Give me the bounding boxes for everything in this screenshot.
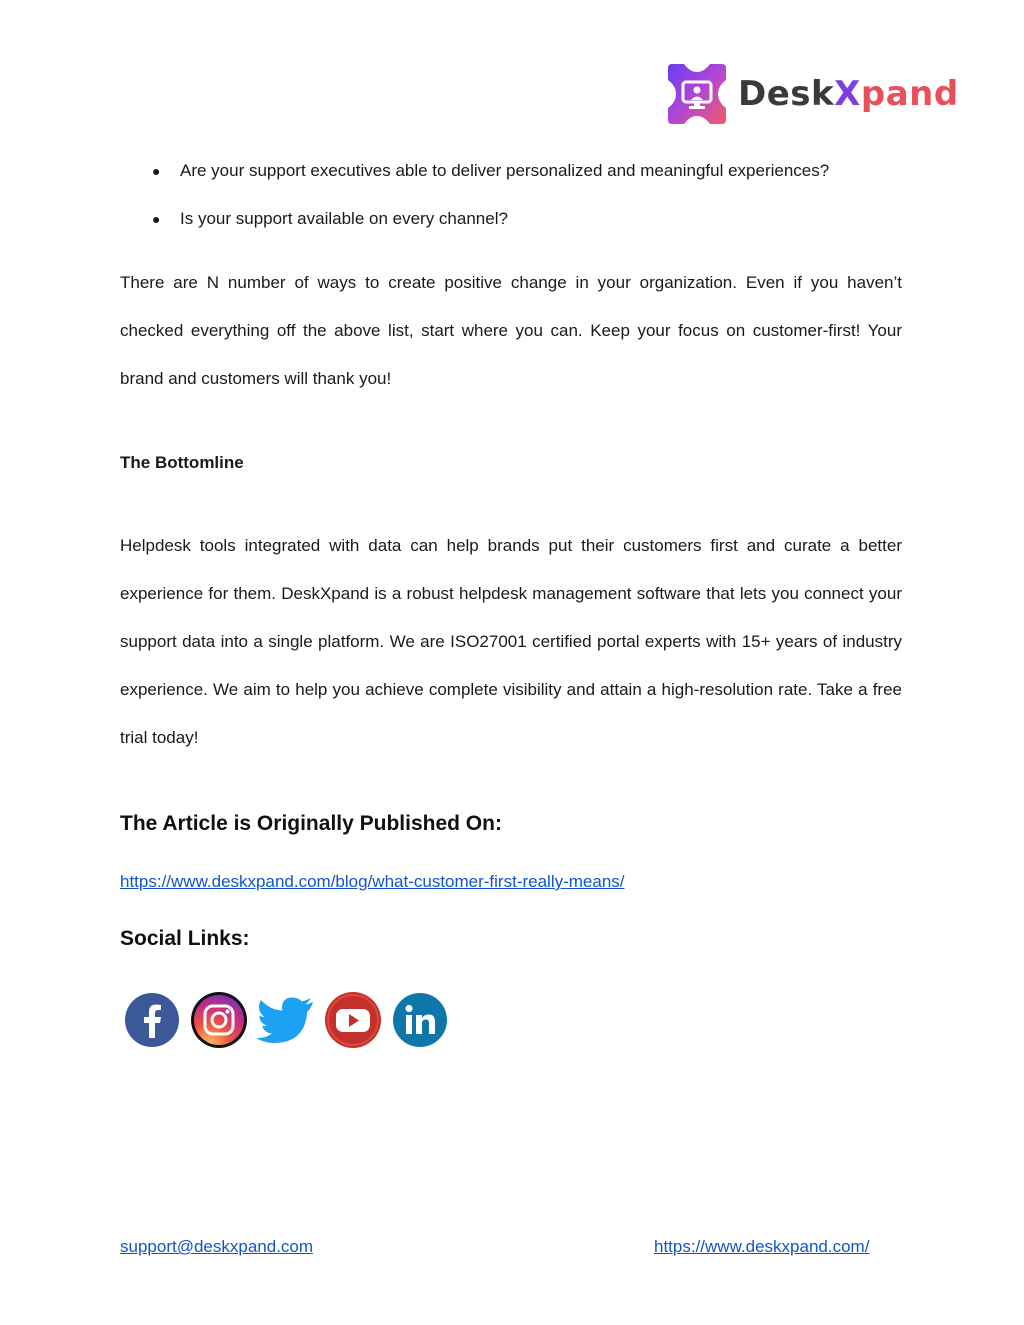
twitter-icon[interactable] <box>256 990 316 1050</box>
youtube-icon[interactable] <box>323 990 383 1050</box>
footer-website-link[interactable]: https://www.deskxpand.com/ <box>654 1237 870 1256</box>
article-link[interactable]: https://www.deskxpand.com/blog/what-customer-first-really-means/ <box>120 872 625 891</box>
instagram-icon[interactable] <box>189 990 249 1050</box>
bullet-list <box>120 150 910 246</box>
social-links <box>122 990 457 1050</box>
facebook-icon[interactable] <box>122 990 182 1050</box>
linkedin-icon[interactable] <box>390 990 450 1050</box>
paragraph: Helpdesk tools integrated with data can help brands put their customers first and curate a better experience for them. DeskXpand is a robust helpdesk management software that lets you connect your support data into a single platform. We are ISO27001 certified portal experts with 15+ years of industry experience. We aim to help you achieve complete visibility and attain a high-resolution rate. Take a free trial today! <box>120 536 902 747</box>
deskxpand-logo <box>664 60 959 128</box>
social-heading: Social Links: <box>120 927 250 950</box>
list-item: ● Are your support executives able to deliver personalized and meaningful experiences? <box>120 150 910 198</box>
list-item: ● Is your support available on every channel? <box>120 198 910 246</box>
logo-wordmark: DeskXpand <box>738 74 959 114</box>
footer-email-link[interactable]: support@deskxpand.com <box>120 1237 314 1256</box>
paragraph: There are N number of ways to create positive change in your organization. Even if you haven’t checked everything off the above list, start where you can. Keep your focus on customer-first! Your brand and customers will thank you! <box>120 273 902 388</box>
section-heading: The Bottomline <box>120 453 244 472</box>
deskxpand-logo-icon <box>664 60 730 128</box>
published-heading: The Article is Originally Published On: <box>120 812 502 835</box>
